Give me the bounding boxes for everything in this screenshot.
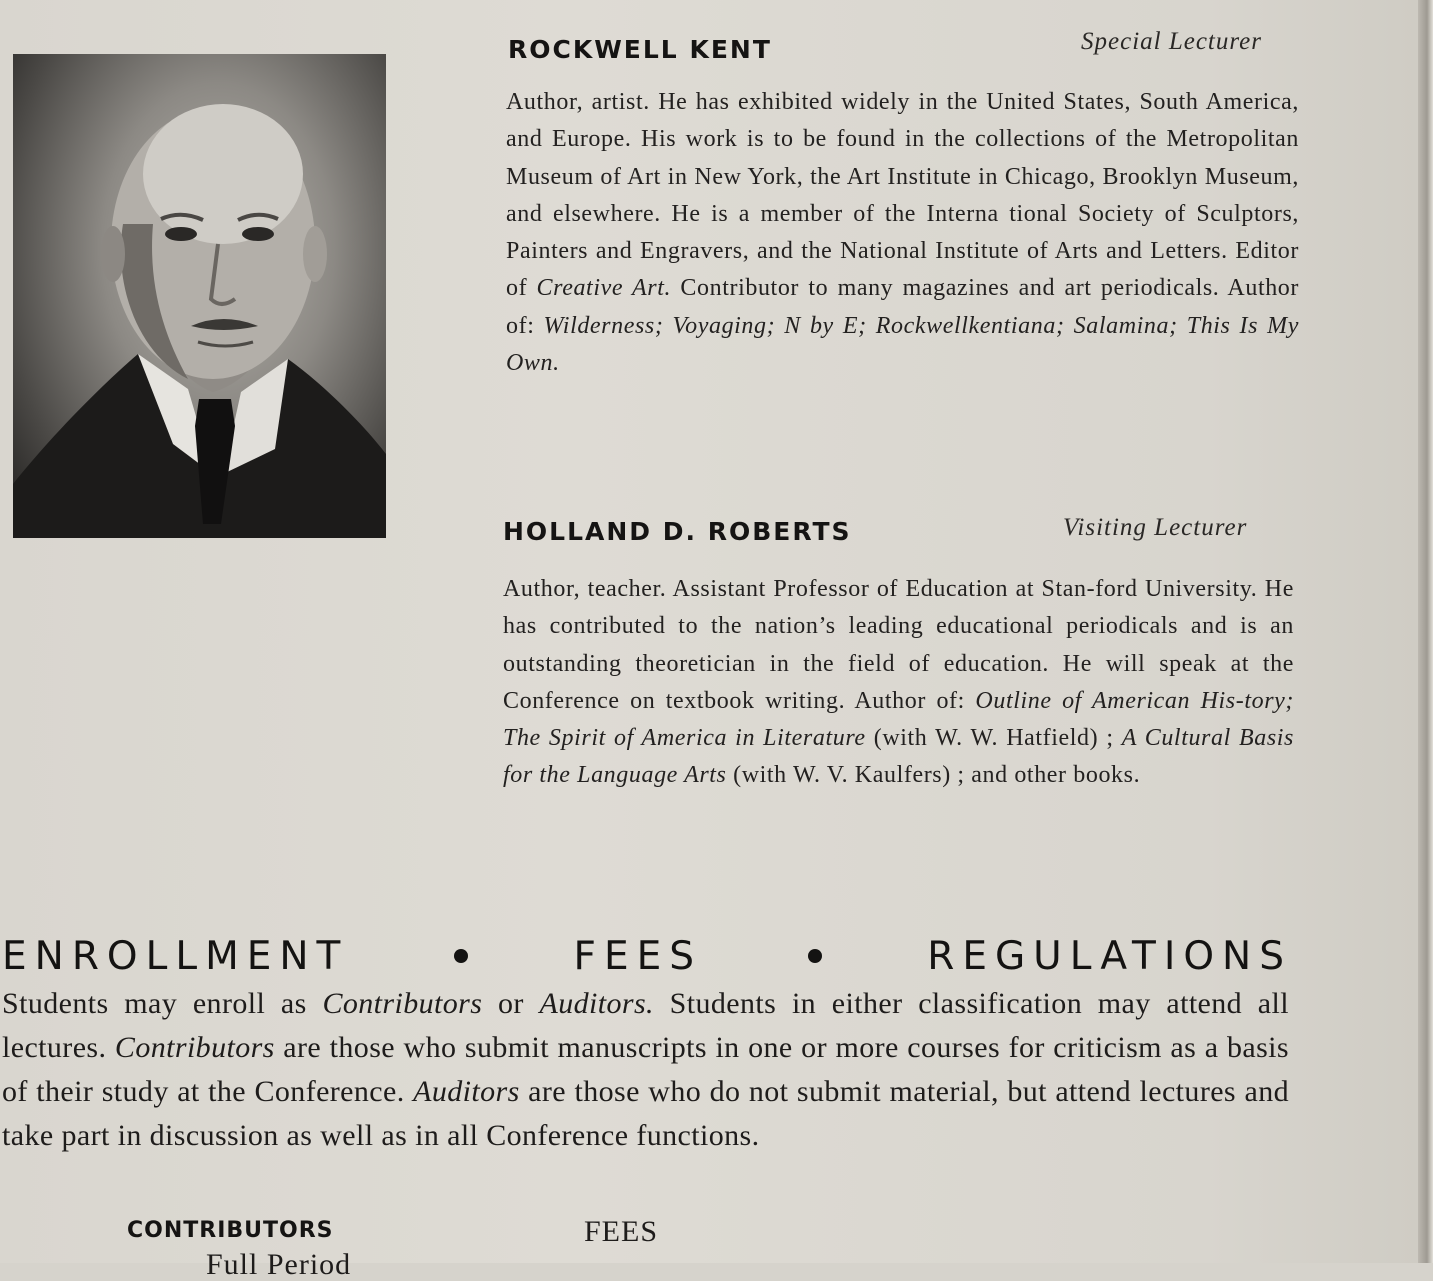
- title-word-fees: FEES: [573, 933, 703, 979]
- kent-bio: Author, artist. He has exhibited widely in the United States, South America, and Europe. His work is to be found in the collections of the Metropolitan Museum of Art in New York, the Art Institute in Chicago, Brooklyn Museum, and elsewhere. He is a member of the Interna tional Society of Sculptors, Painters and Engravers, and the National Institute of Arts and Letters. Editor of Creative Art. Contributor to many magazines and art periodicals. Author of: Wilderness; Voyaging; N by E; Rockwellkentiana; Salamina; This Is My Own.: [506, 89, 1299, 377]
- roberts-role: Visiting Lecturer: [1063, 514, 1248, 541]
- cut-off-line: Full Period: [206, 1248, 352, 1281]
- portrait-photo: [13, 54, 386, 538]
- title-word-regulations: REGULATIONS: [927, 933, 1292, 979]
- roberts-name: HOLLAND D. ROBERTS: [503, 517, 852, 546]
- section-title: [2, 928, 1292, 984]
- kent-role: Special Lecturer: [1081, 28, 1263, 55]
- title-word-enrollment: ENROLLMENT: [2, 933, 349, 979]
- bullet-dot: [454, 949, 468, 963]
- contributors-heading: CONTRIBUTORS: [127, 1218, 334, 1243]
- enrollment-paragraph: Students may enroll as Contributors or Auditors. Students in either classification may attend all lectures. Contributors are those who submit manuscripts in one or more courses for criticism as a basis of their study at the Conference. Auditors are those who do not submit material, but attend lectures and take part in discussion as well as in all Conference functions.: [2, 987, 1289, 1152]
- page-edge: [1418, 0, 1433, 1263]
- bullet-dot: [808, 949, 822, 963]
- kent-name: ROCKWELL KENT: [508, 35, 772, 64]
- roberts-bio: Author, teacher. Assistant Professor of Education at Stan-ford University. He has contributed to the nation’s leading educational periodicals and is an outstanding theoretician in the field of education. He will speak at the Conference on textbook writing. Author of: Outline of American His-tory; The Spirit of America in Literature (with W. W. Hatfield) ; A Cultural Basis for the Language Arts (with W. V. Kaulfers) ; and other books.: [503, 576, 1295, 789]
- fees-heading: FEES: [584, 1215, 659, 1248]
